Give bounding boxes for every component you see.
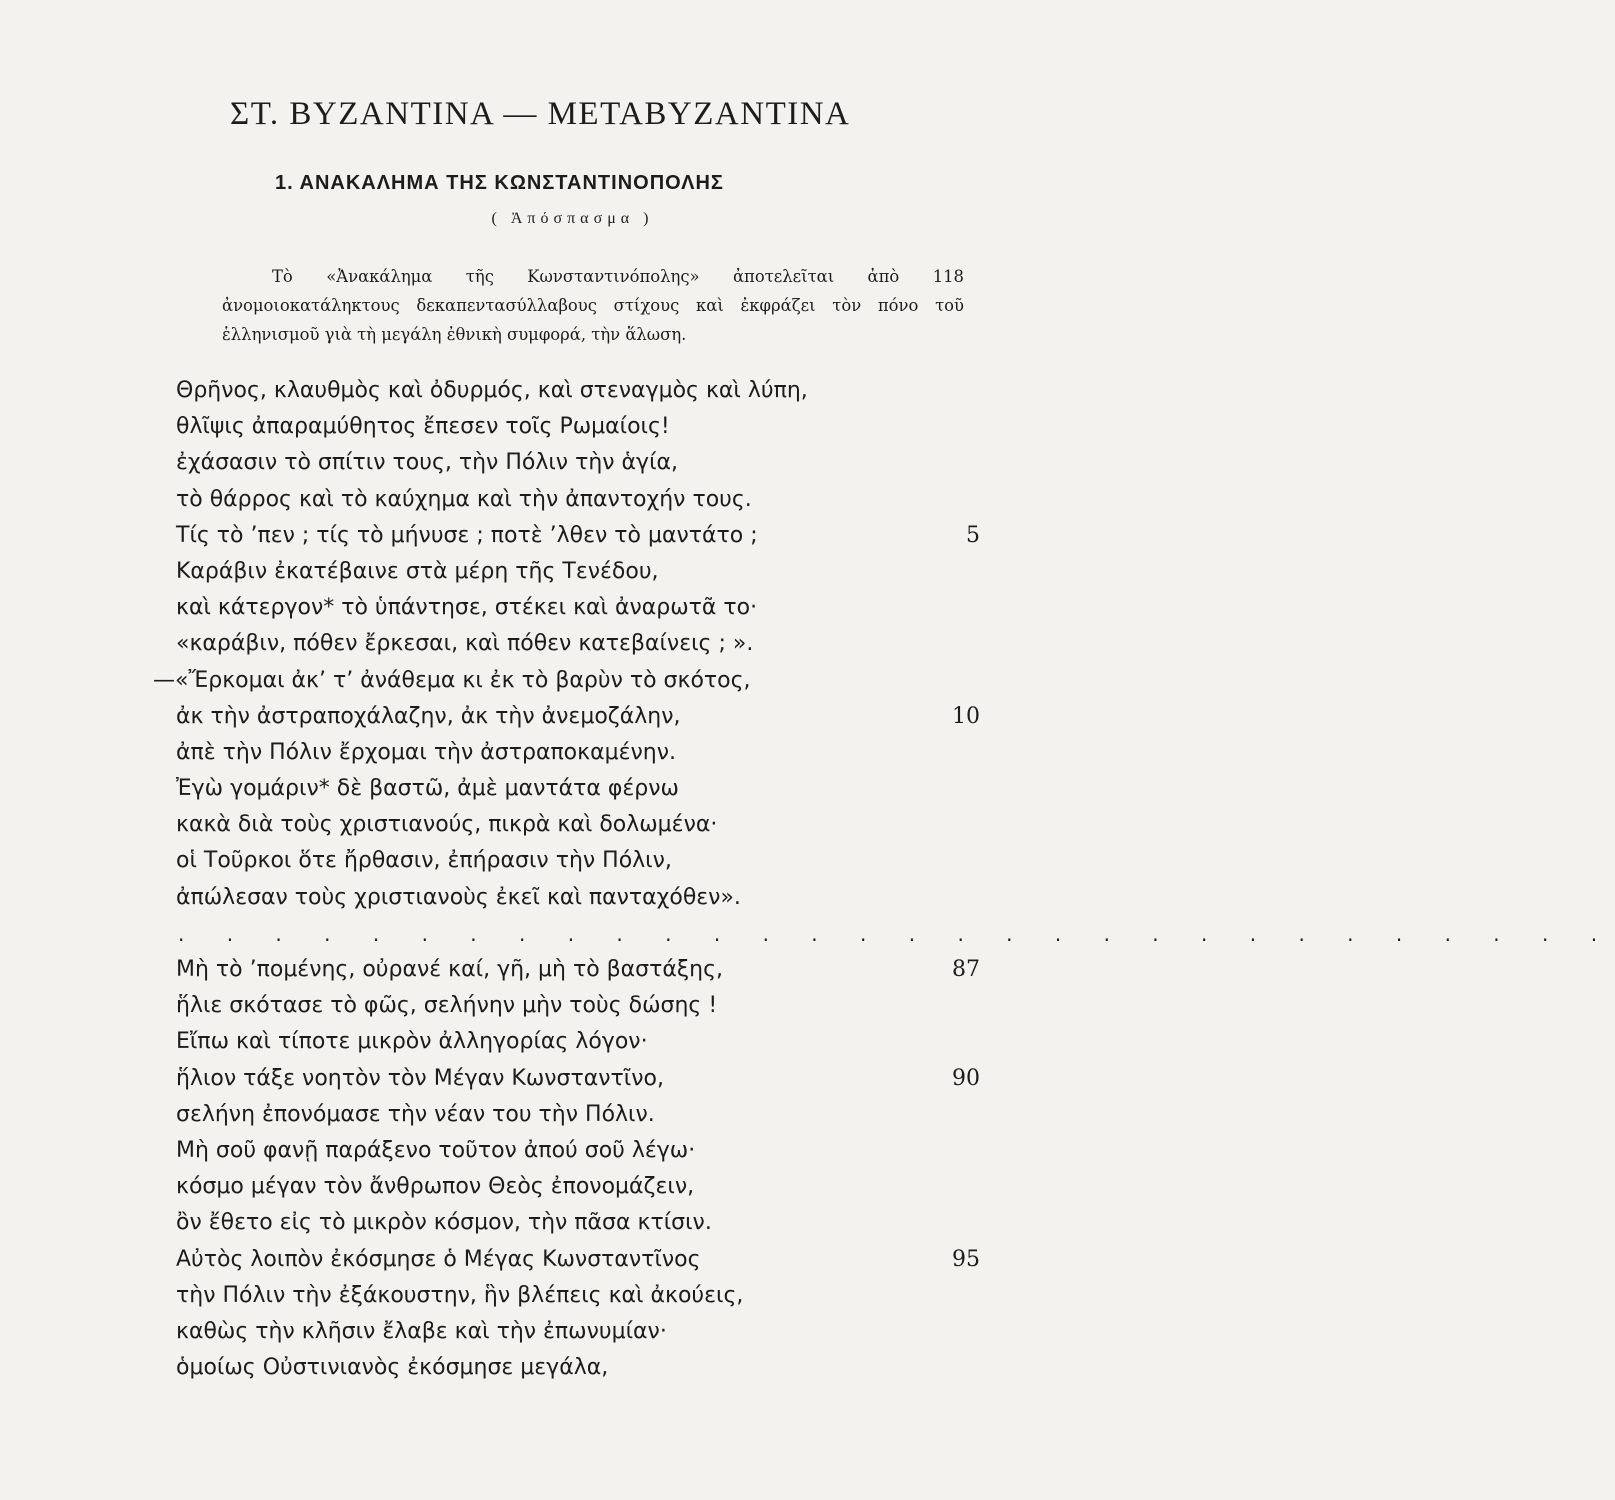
subsection-title: 1. ΑΝΑΚΑΛΗΜΑ ΤΗΣ ΚΩΝΣΤΑΝΤΙΝΟΠΟΛΗΣ <box>275 172 724 194</box>
verse-line <box>166 1350 986 1386</box>
section-title: ΣΤ. ΒΥΖΑΝΤΙΝΑ — ΜΕΤΑΒΥΖΑΝΤΙΝΑ <box>230 96 851 132</box>
verse-text: Μὴ τὸ ’πομένης, οὐρανέ καί, γῆ, μὴ τὸ βαστάξης, <box>176 957 723 982</box>
verse-text: ἀπὲ τὴν Πόλιν ἔρχομαι τὴν ἀστραποκαμένην. <box>176 739 677 765</box>
verse-line <box>166 771 986 807</box>
verse-text: Εἴπω καὶ τίποτε μικρὸν ἀλληγορίας λόγον· <box>176 1029 648 1055</box>
line-number: 87 <box>952 957 980 982</box>
verse-line <box>166 590 986 626</box>
verse-text: ἐχάσασιν τὸ σπίτιν τους, τὴν Πόλιν τὴν ἁγία, <box>176 450 679 476</box>
verse-text: Θρῆνος, κλαυθμὸς καὶ ὀδυρμός, καὶ στεναγμὸς καὶ λύπη, <box>176 378 808 403</box>
verse-line <box>166 699 986 735</box>
verse-line <box>166 1314 986 1350</box>
verse-text: ἀπώλεσαν τοὺς χριστιανοὺς ἐκεῖ καὶ πανταχόθεν». <box>176 884 741 910</box>
line-number: 95 <box>952 1246 980 1272</box>
verse-text: καὶ κάτεργον* τὸ ὑπάντησε, στέκει καὶ ἀναρωτᾶ το· <box>176 595 758 621</box>
verse-text: σελήνη ἐπονόμασε τὴν νέαν του τὴν Πόλιν. <box>176 1101 655 1127</box>
verse-line <box>166 482 986 518</box>
verse-text: τὴν Πόλιν τὴν ἐξάκουστην, ἣν βλέπεις καὶ ἀκούεις, <box>176 1282 744 1308</box>
verse-text: Τίς τὸ ’πεν ; τίς τὸ μήνυσε ; ποτὲ ’λθεν τὸ μαντάτο ; <box>176 522 758 548</box>
verse-text: ἀκ τὴν ἀστραποχάλαζην, ἀκ τὴν ἀνεμοζάλην, <box>176 703 681 729</box>
line-number: 10 <box>952 703 980 729</box>
verse-line <box>166 1242 986 1278</box>
verse-line <box>166 626 986 662</box>
elision-marker <box>166 916 1615 952</box>
verse-text: θλῖψις ἀπαραμύθητος ἔπεσεν τοῖς Ρωμαίοις! <box>176 414 670 440</box>
verse-text: «καράβιν, πόθεν ἔρκεσαι, καὶ πόθεν κατεβαίνεις ; ». <box>176 631 754 657</box>
verse-text: . . . . . . . . . . . . . . . . . . . . . . . . . . . . . . <box>178 921 1615 946</box>
verse-line <box>166 1133 986 1169</box>
verse-line <box>166 988 986 1024</box>
verse-line <box>166 554 986 590</box>
poem <box>153 373 1615 1386</box>
verse-text: Καράβιν ἐκατέβαινε στὰ μέρη τῆς Τενέδου, <box>176 558 659 584</box>
verse-text: —«Ἔρκομαι ἀκ’ τ’ ἀνάθεμα κι ἐκ τὸ βαρὺν τὸ σκότος, <box>153 667 751 693</box>
verse-text: τὸ θάρρος καὶ τὸ καύχημα καὶ τὴν ἀπαντοχήν τους. <box>176 486 752 512</box>
verse-line <box>166 843 986 879</box>
verse-text: ἥλιε σκότασε τὸ φῶς, σελήνην μὴν τοὺς δώσης ! <box>176 993 718 1019</box>
verse-text: οἱ Τοῦρκοι ὅτε ἤρθασιν, ἐπήρασιν τὴν Πόλιν, <box>176 848 672 874</box>
verse-text: Αὐτὸς λοιπὸν ἐκόσμησε ὁ Μέγας Κωνσταντῖνος <box>176 1246 701 1272</box>
verse-line <box>166 445 986 481</box>
verse-text: ἥλιον τάξε νοητὸν τὸν Μέγαν Κωνσταντῖνο, <box>176 1065 664 1091</box>
verse-line <box>166 409 986 445</box>
verse-line <box>166 373 986 409</box>
verse-text: ὁμοίως Οὐστινιανὸς ἐκόσμησε μεγάλα, <box>176 1355 609 1381</box>
verse-text: Μὴ σοῦ φανῇ παράξενο τοῦτον ἀπού σοῦ λέγω· <box>176 1137 696 1163</box>
verse-line <box>166 880 986 916</box>
verse-line <box>166 1205 986 1241</box>
verse-line <box>166 1097 986 1133</box>
verse-line <box>166 1061 986 1097</box>
excerpt-note: ( Ἀπόσπασμα ) <box>491 210 654 227</box>
verse-line <box>153 663 986 699</box>
intro-paragraph: Τὸ «Ἀνακάλημα τῆς Κωνσταντινόπολης» ἀποτελεῖται ἀπὸ 118 ἀνομοιοκατάληκτους δεκαπεντασύλλαβους στίχους καὶ ἐκφράζει τὸν πόνο τοῦ ἑλληνισμοῦ γιὰ τὴ μεγάλη ἐθνικὴ συμφορά, τὴν ἅλωση. <box>222 267 964 344</box>
verse-text: Ἐγὼ γομάριν* δὲ βαστῶ, ἀμὲ μαντάτα φέρνω <box>176 776 679 802</box>
verse-line <box>166 952 986 988</box>
verse-line <box>166 1278 986 1314</box>
verse-line <box>166 735 986 771</box>
verse-text: κόσμο μέγαν τὸν ἄνθρωπον Θεὸς ἐπονομάζειν, <box>176 1174 695 1200</box>
verse-text: κακὰ διὰ τοὺς χριστιανούς, πικρὰ καὶ δολωμένα· <box>176 812 718 838</box>
verse-line <box>166 518 986 554</box>
verse-line <box>166 1024 986 1060</box>
verse-text: ὂν ἔθετο εἰς τὸ μικρὸν κόσμον, τὴν πᾶσα κτίσιν. <box>176 1210 712 1236</box>
verse-line <box>166 807 986 843</box>
verse-text: καθὼς τὴν κλῆσιν ἔλαβε καὶ τὴν ἐπωνυμίαν· <box>176 1318 667 1344</box>
line-number: 5 <box>966 522 980 548</box>
line-number: 90 <box>952 1065 980 1091</box>
verse-line <box>166 1169 986 1205</box>
